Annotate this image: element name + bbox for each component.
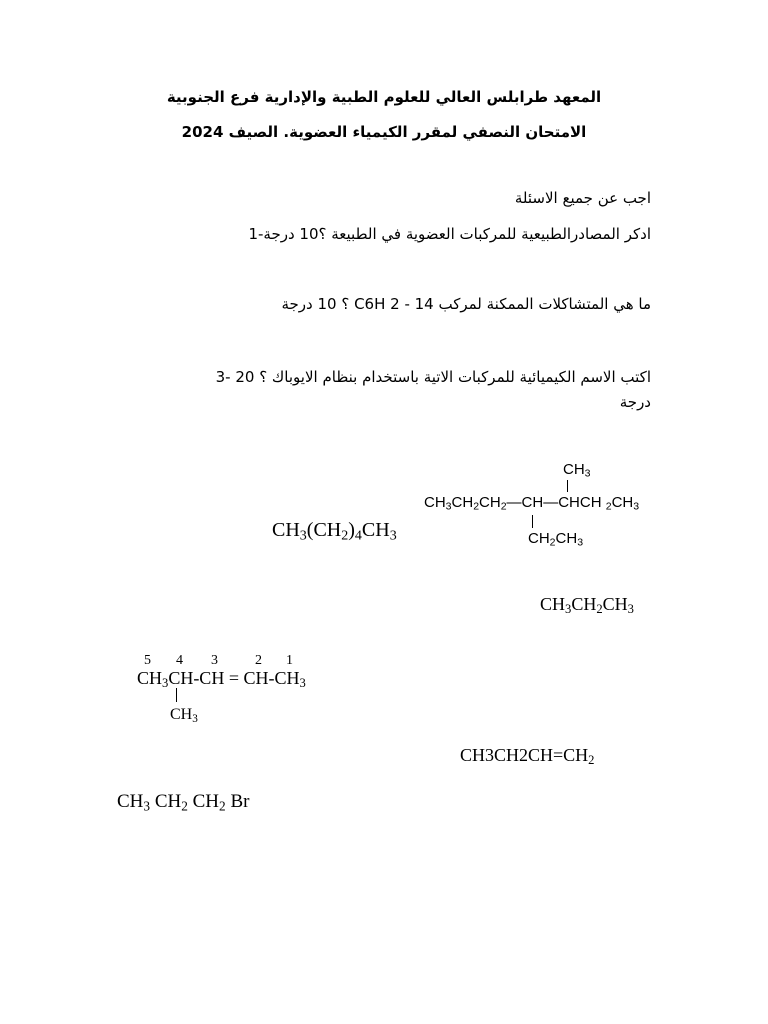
bond-top	[567, 480, 568, 492]
carbon-number-5: 5	[144, 653, 151, 668]
bond-bottom	[532, 515, 533, 528]
question-2: ما هي المتشاكلات الممكنة لمركب 14 - C6H 2 ؟ 10 درجة	[281, 295, 651, 313]
branch-bottom-ethyl: $CH_2CH_3$	[528, 530, 584, 549]
question-3: اكتب الاسم الكيميائية للمركبات الاتية باستخدام بنظام الايوباك ؟ 20 -3	[215, 368, 651, 386]
carbon-number-4: 4	[176, 653, 183, 668]
compound-bromopropane: $CH_3$ $CH_2$ $CH_2$ Br	[117, 791, 250, 814]
institute-title: المعهد طرابلس العالي للعلوم الطبية والإدارية فرع الجنوبية	[166, 88, 602, 106]
branch-top-ch3: $CH_3$	[563, 461, 591, 480]
instructions: اجب عن جميع الاسئلة	[514, 189, 651, 207]
compound-propane: $CH_3CH_2CH_3$	[540, 594, 634, 617]
carbon-number-3: 3	[211, 653, 218, 668]
pentene-branch-bond	[176, 688, 177, 702]
compound-butene: $CH3CH2CH=CH_2$	[460, 745, 595, 768]
carbon-number-1: 1	[286, 653, 293, 668]
pentene-methyl-branch: $CH_3$	[170, 706, 198, 725]
question-3-continuation: درجة	[619, 393, 651, 411]
question-1: ادكر المصادرالطبيعية للمركبات العضوية في الطبيعة ؟10 درجة-1	[248, 225, 651, 243]
exam-title: الامتحان النصفي لمقرر الكيمياء العضوية. الصيف 2024	[181, 123, 587, 141]
pentene-main-chain: $CH_3CH-CH = CH-CH_3$	[137, 668, 306, 691]
carbon-number-2: 2	[255, 653, 262, 668]
main-chain: $CH_3CH_2CH_2—CH—CHCH$ $_2CH_3$	[424, 494, 640, 513]
compound-hexane: $CH_3(CH_2)_4CH_3$	[272, 519, 397, 544]
